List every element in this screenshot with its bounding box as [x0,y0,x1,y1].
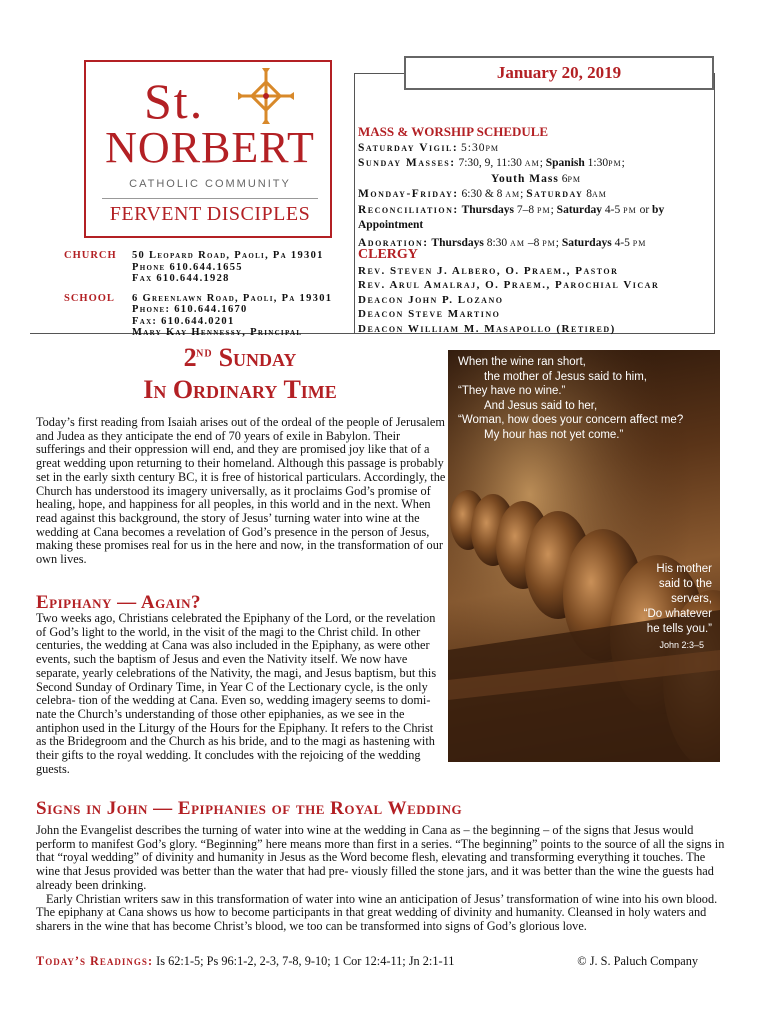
clergy-row: Deacon William M. Masapollo (Retired) [358,322,616,335]
logo-subtitle: CATHOLIC COMMUNITY [129,178,291,190]
readings-label: Today’s Readings: [36,954,154,968]
clergy-row: Deacon Steve Martino [358,308,501,320]
schedule-row: Sunday Masses: 7:30, 9, 11:30 am; Spanish 1:30pm; [358,157,625,169]
logo-tagline: FERVENT DISCIPLES [109,203,311,225]
photo-quote-bottom [592,562,712,637]
fax-line: Fax 610.644.1928 [132,273,230,284]
logo-norbert: NORBERT [105,123,315,172]
church-address [64,250,354,285]
sunday-ordinal: nd [196,345,213,361]
schedule-row: Saturday Vigil: 5:30pm [358,141,500,154]
logo-divider [102,198,318,199]
contact-addresses [64,250,354,347]
bulletin-date: January 20, 2019 [404,56,714,90]
quote-line: “Do whatever [643,608,712,620]
phone-line: Phone 610.644.1655 [132,261,243,273]
quote-line: My hour has not yet come.” [484,428,624,441]
signs-paragraph-2: Early Christian writers saw in this transformation of water into wine an anticipation of Jesus’ transformation of wine into his own blood. The epiphany at Cana shows us how to become participants in that great wedding of divinity and humanity. Cleansed in holy waters and sharers in the wine that has become Christ’s blood, we too can be transformed into signs of God’s glorious love. [36,891,718,933]
schedule-row: Monday-Friday: 6:30 & 8 am; Saturday 8am [358,188,607,200]
photo-quote-top [458,355,720,442]
intro-paragraph: Today’s first reading from Isaiah arises out of the ordeal of the people of Jerusalem and Judea as they anticipate the end of 70 years of exile in Babylon. Their sufferings and their oppression will end, and they are promised joy like that of a great wedding upon returning to their homeland. Although this passage is probably set in the early sixth century BC, it is free of historical particulars. Accordingly, the Church has understood its imagery universally, as it proclaims God’s promise of healing, hope, and happiness for all peoples, in this world and in the next. When read against this background, the story of Jesus’ turning water into wine at the wedding at Cana becomes a revelation of God’s presence in the person of Jesus, making these promises real for us in the here and now, in the transformation of our own lives. [36,415,446,567]
quote-line: “They have no wine.” [458,385,566,397]
address-line: 6 Greenlawn Road, Paoli, Pa 19301 [132,292,333,304]
epiphany-heading: Epiphany — Again? [36,592,202,613]
logo-st: St. [144,73,205,129]
signs-heading: Signs in John — Epiphanies of the Royal Wedding [36,798,463,819]
frame-rule-top [354,73,404,74]
clergy-title: CLERGY [358,247,418,262]
sunday-line2: In Ordinary Time [143,375,337,404]
quote-line: said to the [658,578,712,590]
fax-line: Fax: 610.644.0201 [132,315,235,327]
wine-jars-photo [448,350,720,762]
frame-rule-right [714,73,715,333]
mass-schedule [358,124,714,251]
epiphany-paragraph: Two weeks ago, Christians celebrated the Epiphany of the Lord, or the revelation of God’s light to the world, in the visit of the magi to the Christ child. In other centuries, the wedding at Cana was also included in the Epiphany, as were other events, such the baptism of Jesus and even the Nativity itself. We now have separate, yearly celebrations of the Nativity, the magi, and Jesus baptism, but this Second Sunday of Ordinary Time, in Year C of the Lectionary cycle, is the only celebra- tion of the wedding at Cana. Even so, wedding imagery seems to domi- nate the Church’s understanding of those other epiphanies, as we see in the antiphon used in the Liturgy of the Hours for the Epiphany. It refers to the Christ as the Bridegroom and the Church as his bride, and to the magi as hastening with their gifts to the royal wedding. It concludes with the rejoicing of the wedding guests. [36,611,437,776]
copyright: © J. S. Paluch Company [577,954,698,968]
principal-line: Mary Kay Hennessy, Principal [132,327,303,338]
parish-logo [84,60,332,238]
quote-line: When the wine ran short, [458,356,586,368]
clergy-row: Rev. Arul Amalraj, O. Praem., Parochial Vicar [358,279,660,291]
church-label: CHURCH [64,250,117,261]
schedule-row: Reconciliation: Thursdays 7–8 pm; Saturday 4-5 pm or by Appointment [358,203,665,231]
frame-rule-left [354,73,355,333]
sunday-number: 2 [183,343,197,372]
clergy-list [358,248,714,336]
address-line: 50 Leopard Road, Paoli, Pa 19301 [132,250,324,261]
photo-scripture-ref: John 2:3–5 [659,640,704,650]
quote-line: servers, [671,593,712,605]
quote-line: the mother of Jesus said to him, [484,370,647,383]
school-address [64,293,354,339]
sunday-line1: Sunday [218,343,297,372]
quote-line: he tells you.” [646,623,712,635]
readings-footer [36,954,726,969]
schedule-row: Youth Mass 6pm [490,172,582,185]
signs-paragraph-1: John the Evangelist describes the turning of water into wine at the wedding in Cana as – the beginning – of the signs that Jesus would perform to manifest God’s glory. “Beginning” here means more than first in a series. “The beginning” points to the source of all the signs in that “royal wedding” of divinity and humanity in Jesus as the Word become flesh, elevating and transforming everything it touches. The wine that Jesus provided was better than the water that had pre- viously filled the stone jars, and it was better than the wine the guests had already been drinking. [36,823,725,892]
quote-line: His mother [656,563,712,575]
clergy-row: Rev. Steven J. Albero, O. Praem., Pastor [358,264,619,277]
schedule-row: Adoration: Thursdays 8:30 am –8 pm; Saturdays 4-5 pm [358,236,647,249]
phone-line: Phone: 610.644.1670 [132,304,248,315]
sunday-title [40,342,440,406]
quote-line: “Woman, how does your concern affect me? [458,414,684,426]
school-label: SCHOOL [64,292,115,304]
quote-line: And Jesus said to her, [484,399,598,412]
schedule-title: MASS & WORSHIP SCHEDULE [358,124,549,139]
readings-list: Is 62:1-5; Ps 96:1-2, 2-3, 7-8, 9-10; 1 Cor 12:4-11; Jn 2:1-11 [156,954,455,968]
signs-section [36,824,726,934]
clergy-row: Deacon John P. Lozano [358,293,504,306]
